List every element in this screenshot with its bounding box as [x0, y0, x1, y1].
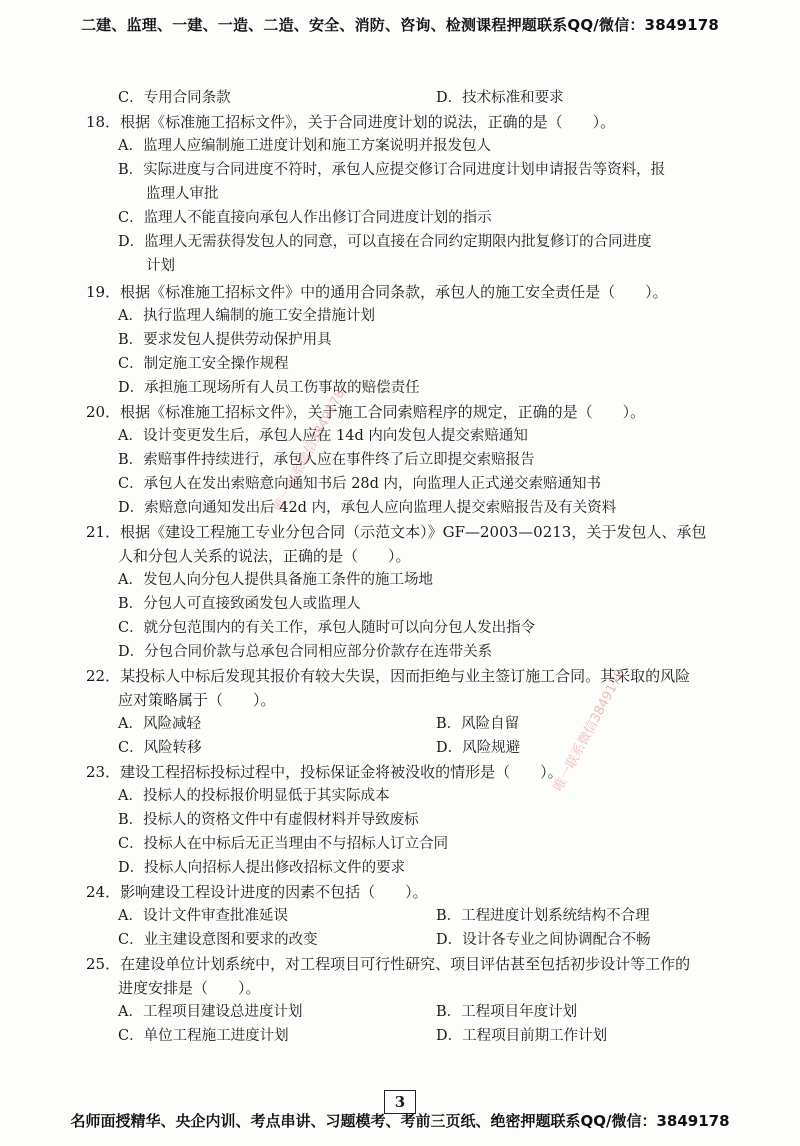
answer-option: A．监理人应编制施工进度计划和施工方案说明并报发包人 — [118, 138, 491, 154]
answer-option: C．业主建设意图和要求的改变 — [118, 932, 318, 948]
answer-option: C．就分包范围内的有关工作，承包人随时可以向分包人发出指令 — [118, 620, 536, 636]
question-stem: 人和分包人关系的说法，正确的是（ ）。 — [118, 547, 411, 565]
answer-option: B．实际进度与合同进度不符时，承包人应提交修订合同进度计划申请报告等资料，报 — [118, 162, 666, 178]
question-stem: 应对策略属于（ ）。 — [118, 691, 276, 709]
question-stem: 21．根据《建设工程施工专业分包合同（示范文本）》GF—2003—0213，关于发包人、承包 — [86, 523, 707, 541]
answer-option: D．索赔意向通知发出后 42d 内，承包人应向监理人提交索赔报告及有关资料 — [118, 500, 617, 516]
question-stem: 22．某投标人中标后发现其报价有较大失误，因而拒绝与业主签订施工合同。其采取的风险 — [86, 667, 691, 685]
answer-option: C．专用合同条款 — [118, 90, 231, 106]
page-number: 3 — [384, 1090, 416, 1114]
answer-option: C．监理人不能直接向承包人作出修订合同进度计划的指示 — [118, 210, 492, 226]
answer-option: D．监理人无需获得发包人的同意，可以直接在合同约定期限内批复修订的合同进度 — [118, 234, 652, 250]
answer-option: A．执行监理人编制的施工安全措施计划 — [118, 308, 375, 324]
answer-option: D．风险规避 — [436, 740, 521, 756]
answer-option: D．承担施工现场所有人员工伤事故的赔偿责任 — [118, 380, 420, 396]
answer-option: C．风险转移 — [118, 740, 202, 756]
answer-option: D．投标人向招标人提出修改招标文件的要求 — [118, 860, 406, 876]
answer-option: B．索赔事件持续进行，承包人应在事件终了后立即提交索赔报告 — [118, 452, 535, 468]
answer-option: B．风险自留 — [436, 716, 520, 732]
answer-option: C．承包人在发出索赔意向通知书后 28d 内，向监理人正式递交索赔通知书 — [118, 476, 602, 492]
answer-option: C．单位工程施工进度计划 — [118, 1028, 289, 1044]
answer-option: 计划 — [146, 258, 175, 274]
answer-option: A．发包人向分包人提供具备施工条件的施工场地 — [118, 572, 433, 588]
answer-option: D．设计各专业之间协调配合不畅 — [436, 932, 651, 948]
question-stem: 24．影响建设工程设计进度的因素不包括（ ）。 — [86, 883, 428, 901]
answer-option: C．制定施工安全操作规程 — [118, 356, 289, 372]
question-stem: 19．根据《标准施工招标文件》中的通用合同条款，承包人的施工安全责任是（ ）。 — [86, 283, 668, 301]
answer-option: A．投标人的投标报价明显低于其实际成本 — [118, 788, 390, 804]
watermark: 唯一联系微信3849178 — [551, 666, 629, 794]
answer-option: A．风险减轻 — [118, 716, 201, 732]
page-footer: 名师面授精华、央企内训、考点串讲、习题模考、考前三页纸、绝密押题联系QQ/微信：3849178 — [70, 1112, 730, 1130]
question-stem: 20．根据《标准施工招标文件》，关于施工合同索赔程序的规定，正确的是（ ）。 — [86, 403, 646, 421]
answer-option: B．投标人的资格文件中有虚假材料并导致废标 — [118, 812, 419, 828]
question-stem: 18．根据《标准施工招标文件》，关于合同进度计划的说法，正确的是（ ）。 — [86, 113, 616, 131]
question-stem: 进度安排是（ ）。 — [118, 979, 261, 997]
answer-option: B．要求发包人提供劳动保护用具 — [118, 332, 332, 348]
watermark: 唯一联系微信3849178 — [271, 386, 349, 514]
question-stem: 25．在建设单位计划系统中，对工程项目可行性研究、项目评估甚至包括初步设计等工作的 — [86, 955, 691, 973]
answer-option: B．工程进度计划系统结构不合理 — [436, 908, 650, 924]
answer-option: D．技术标准和要求 — [436, 90, 564, 106]
answer-option: A．设计变更发生后，承包人应在 14d 内向发包人提交索赔通知 — [118, 428, 528, 444]
answer-option: 监理人审批 — [146, 186, 219, 202]
answer-option: D．分包合同价款与总承包合同相应部分价款存在连带关系 — [118, 644, 493, 660]
answer-option: A．工程项目建设总进度计划 — [118, 1004, 303, 1020]
answer-option: B．分包人可直接致函发包人或监理人 — [118, 596, 361, 612]
answer-option: D．工程项目前期工作计划 — [436, 1028, 608, 1044]
answer-option: B．工程项目年度计划 — [436, 1004, 578, 1020]
answer-option: C．投标人在中标后无正当理由不与招标人订立合同 — [118, 836, 449, 852]
page-header: 二建、监理、一建、一造、二造、安全、消防、咨询、检测课程押题联系QQ/微信：3849178 — [80, 16, 720, 34]
question-stem: 23．建设工程招标投标过程中，投标保证金将被没收的情形是（ ）。 — [86, 763, 563, 781]
answer-option: A．设计文件审查批准延误 — [118, 908, 288, 924]
